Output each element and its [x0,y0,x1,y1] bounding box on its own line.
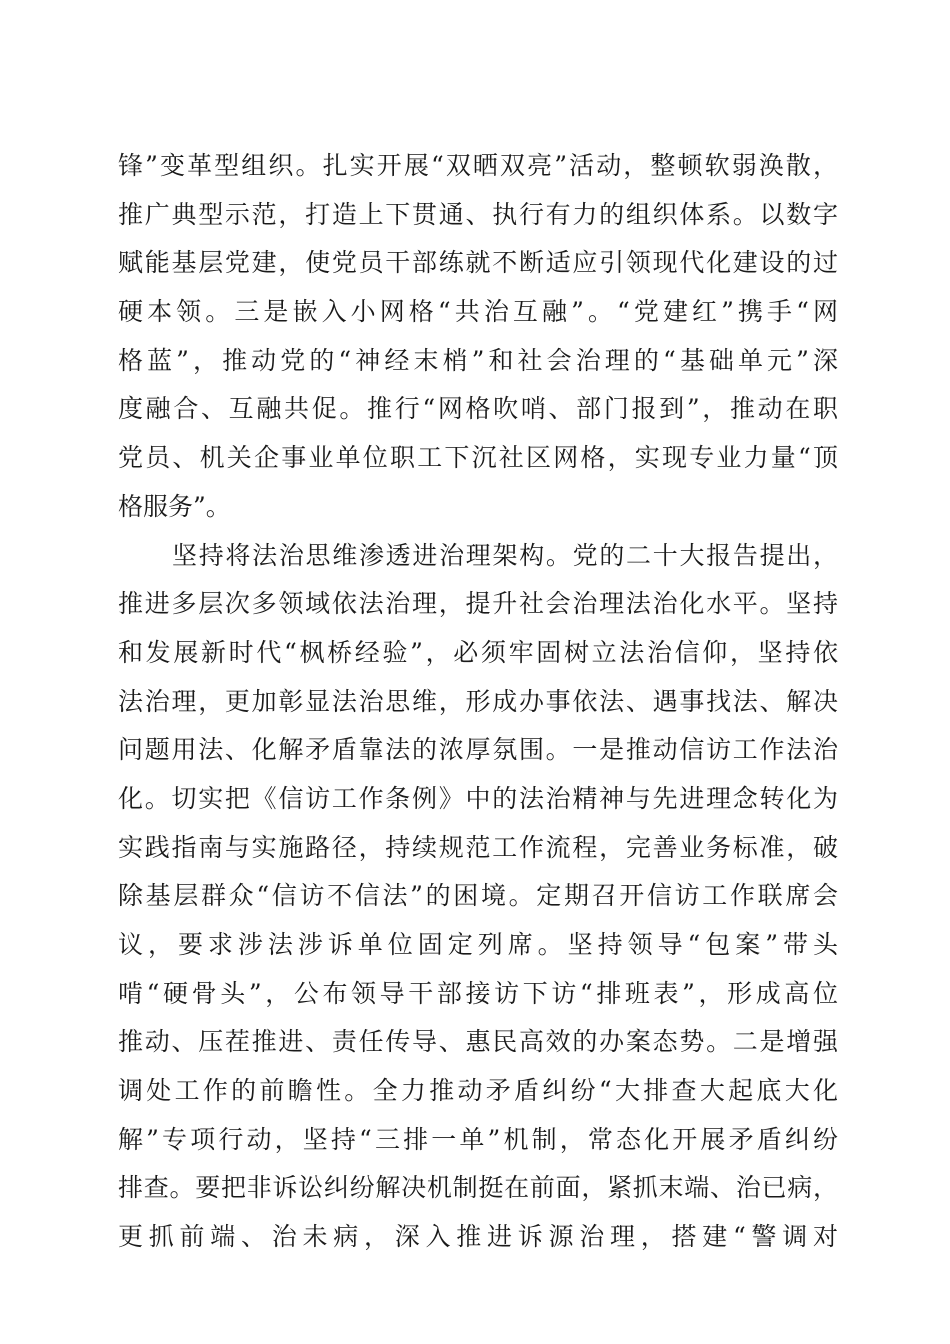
text-line: 实践指南与实施路径，持续规范工作流程，完善业务标准，破 [118,832,838,862]
text-line: 化。切实把《信访工作条例》中的法治精神与先进理念转化为 [118,783,838,813]
text-line: 更抓前端、治未病，深入推进诉源治理，搭建“警调对 [118,1222,838,1252]
text-line: 排查。要把非诉讼纠纷解决机制挺在前面，紧抓末端、治已病， [118,1173,838,1203]
text-line: 解”专项行动，坚持“三排一单”机制，常态化开展矛盾纠纷 [118,1124,838,1154]
text-line: 赋能基层党建，使党员干部练就不断适应引领现代化建设的过 [118,248,838,278]
text-line: 议，要求涉法涉诉单位固定列席。坚持领导“包案”带头 [118,930,838,959]
text-line: 度融合、互融共促。推行“网格吹哨、部门报到”，推动在职 [118,394,838,424]
text-line: 格服务”。 [118,491,231,521]
text-line: 法治理，更加彰显法治思维，形成办事依法、遇事找法、解决 [118,686,838,716]
text-line: 推广典型示范，打造上下贯通、执行有力的组织体系。以数字 [118,199,838,229]
text-line: 推进多层次多领域依法治理，提升社会治理法治化水平。坚持 [118,589,838,619]
paragraph-first-line: 坚持将法治思维渗透进治理架构。党的二十大报告提出， [172,540,838,570]
text-line: 锋”变革型组织。扎实开展“双晒双亮”活动，整顿软弱涣散， [118,151,838,180]
text-line: 推动、压茬推进、责任传导、惠民高效的办案态势。二是增强 [118,1027,838,1057]
text-line: 啃“硬骨头”，公布领导干部接访下访“排班表”，形成高位 [118,978,838,1008]
text-line: 格蓝”，推动党的“神经末梢”和社会治理的“基础单元”深 [118,345,838,375]
text-line: 硬本领。三是嵌入小网格“共治互融”。“党建红”携手“网 [118,297,838,327]
text-line: 调处工作的前瞻性。全力推动矛盾纠纷“大排查大起底大化 [118,1076,838,1106]
text-line: 和发展新时代“枫桥经验”，必须牢固树立法治信仰，坚持依 [118,637,838,667]
text-line: 除基层群众“信访不信法”的困境。定期召开信访工作联席会 [118,881,838,911]
text-line: 党员、机关企事业单位职工下沉社区网格，实现专业力量“顶 [118,443,838,473]
text-line: 问题用法、化解矛盾靠法的浓厚氛围。一是推动信访工作法治 [118,735,838,765]
body-text [118,142,838,1262]
